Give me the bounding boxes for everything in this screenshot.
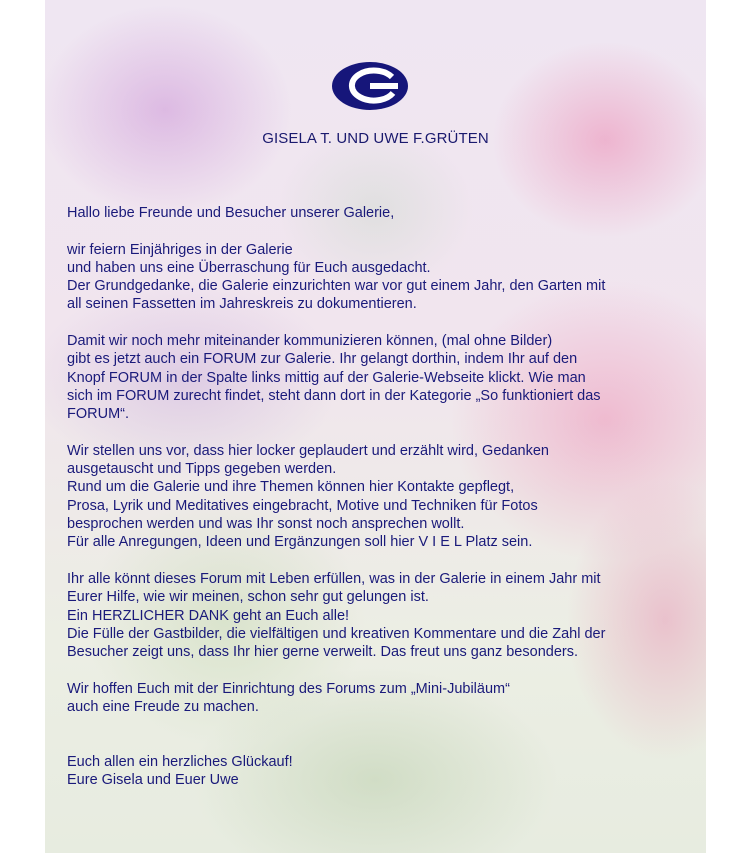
text-line: Der Grundgedanke, die Galerie einzurichten war vor gut einem Jahr, den Garten mit [67, 278, 606, 295]
text-line: Die Fülle der Gastbilder, die vielfältigen und kreativen Kommentare und die Zahl der [67, 625, 606, 642]
paragraph-ideas [67, 442, 687, 552]
paragraph-hope [67, 680, 687, 717]
text-line: Hallo liebe Freunde und Besucher unserer Galerie, [67, 205, 395, 221]
paragraph-signature [67, 753, 687, 790]
text-line: Rund um die Galerie und ihre Themen können hier Kontakte gepflegt, [67, 479, 515, 496]
page-title: GISELA T. UND UWE F.GRÜTEN [262, 130, 489, 147]
text-line: Euch allen ein herzliches Glückauf! [67, 753, 293, 770]
text-line: Damit wir noch mehr miteinander kommunizieren können, (mal ohne Bilder) [67, 333, 553, 350]
text-line: besprochen werden und was Ihr sonst noch ansprechen wollt. [67, 516, 465, 533]
text-line: wir feiern Einjähriges in der Galerie [67, 241, 293, 258]
text-line: auch eine Freude zu machen. [67, 699, 259, 716]
g-logo-icon [332, 62, 408, 110]
text-line: Ihr alle könnt dieses Forum mit Leben erfüllen, was in der Galerie in einem Jahr mit [67, 570, 601, 587]
text-line: und haben uns eine Überraschung für Euch ausgedacht. [67, 259, 431, 276]
text-line: Besucher zeigt uns, dass Ihr hier gerne verweilt. Das freut uns ganz besonders. [67, 644, 578, 661]
text-line: Prosa, Lyrik und Meditatives eingebracht, Motive und Techniken für Fotos [67, 497, 538, 514]
paragraph-anniversary [67, 241, 687, 314]
text-line: Knopf FORUM in der Spalte links mittig auf der Galerie-Webseite klickt. Wie man [67, 369, 586, 386]
paragraph-forum [67, 332, 687, 423]
text-line: gibt es jetzt auch ein FORUM zur Galerie. Ihr gelangt dorthin, indem Ihr auf den [67, 351, 578, 368]
paragraph-thanks [67, 570, 687, 661]
text-line: sich im FORUM zurecht findet, steht dann dort in der Kategorie „So funktioniert das [67, 387, 601, 404]
text-line: FORUM“. [67, 406, 130, 423]
text-line: Wir hoffen Euch mit der Einrichtung des Forums zum „Mini-Jubiläum“ [67, 680, 510, 697]
letter-body [67, 204, 687, 808]
text-line: Für alle Anregungen, Ideen und Ergänzungen soll hier V I E L Platz sein. [67, 534, 533, 551]
text-line: Eure Gisela und Euer Uwe [67, 772, 239, 789]
paragraph-greeting [67, 204, 687, 222]
text-line: ausgetauscht und Tipps gegeben werden. [67, 461, 337, 478]
text-line: Wir stellen uns vor, dass hier locker geplaudert und erzählt wird, Gedanken [67, 442, 549, 459]
text-line: all seinen Fassetten im Jahreskreis zu dokumentieren. [67, 296, 417, 313]
letter-page [45, 0, 706, 853]
text-line: Eurer Hilfe, wie wir meinen, schon sehr gut gelungen ist. [67, 589, 429, 606]
text-line: Ein HERZLICHER DANK geht an Euch alle! [67, 607, 350, 624]
